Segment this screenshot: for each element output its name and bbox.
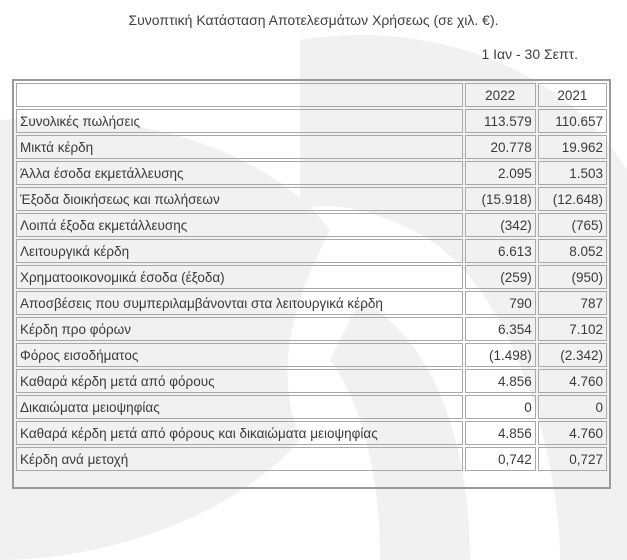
value-2021: 19.962 [538, 135, 607, 159]
value-2021: 787 [538, 291, 607, 315]
value-2021: 1.503 [538, 161, 607, 185]
value-2022: (1.498) [465, 343, 536, 367]
header-cell-2022: 2022 [465, 83, 536, 107]
table-row [16, 395, 607, 419]
table-row [16, 109, 607, 133]
row-label: Αποσβέσεις που συμπεριλαμβάνονται στα λειτουργικά κέρδη [16, 291, 463, 315]
row-label: Κέρδη προ φόρων [16, 317, 463, 341]
table-row [16, 447, 607, 471]
row-label: Φόρος εισοδήματος [16, 343, 463, 367]
value-2021: 7.102 [538, 317, 607, 341]
row-label: Λειτουργικά κέρδη [16, 239, 463, 263]
value-2022: 6.354 [465, 317, 536, 341]
value-2022: 20.778 [465, 135, 536, 159]
row-label: Καθαρά κέρδη μετά από φόρους και δικαιώματα μειοψηφίας [16, 421, 463, 445]
value-2021: (2.342) [538, 343, 607, 367]
table-row [16, 239, 607, 263]
table-row [16, 161, 607, 185]
value-2022: (259) [465, 265, 536, 289]
table-row [16, 291, 607, 315]
report-title: Συνοπτική Κατάσταση Αποτελεσμάτων Χρήσεως (σε χιλ. €). [128, 12, 499, 28]
value-2021: 4.760 [538, 369, 607, 393]
value-2022: 0,742 [465, 447, 536, 471]
value-2022: (15.918) [465, 187, 536, 211]
table-row [16, 317, 607, 341]
value-2022: (342) [465, 213, 536, 237]
table-row [16, 265, 607, 289]
header-cell-label [16, 83, 463, 107]
row-label: Έξοδα διοικήσεως και πωλήσεων [16, 187, 463, 211]
table-row [16, 421, 607, 445]
header-row [16, 83, 607, 107]
value-2021: (950) [538, 265, 607, 289]
value-2021: 4.760 [538, 421, 607, 445]
header-cell-2021: 2021 [538, 83, 607, 107]
value-2022: 2.095 [465, 161, 536, 185]
value-2021: 0,727 [538, 447, 607, 471]
period-label: 1 Ιαν - 30 Σεπτ. [481, 46, 578, 62]
row-label: Μικτά κέρδη [16, 135, 463, 159]
row-label: Δικαιώματα μειοψηφίας [16, 395, 463, 419]
value-2021: 0 [538, 395, 607, 419]
income-statement-table [14, 81, 609, 473]
value-2022: 790 [465, 291, 536, 315]
value-2021: 110.657 [538, 109, 607, 133]
table-row [16, 369, 607, 393]
table-row [16, 187, 607, 211]
income-statement-table-frame [12, 79, 611, 489]
table-row [16, 135, 607, 159]
table-row [16, 343, 607, 367]
value-2021: (12.648) [538, 187, 607, 211]
row-label: Άλλα έσοδα εκμετάλλευσης [16, 161, 463, 185]
value-2022: 113.579 [465, 109, 536, 133]
row-label: Λοιπά έξοδα εκμετάλλευσης [16, 213, 463, 237]
table-body [16, 83, 607, 471]
value-2021: (765) [538, 213, 607, 237]
table-row [16, 213, 607, 237]
value-2021: 8.052 [538, 239, 607, 263]
row-label: Χρηματοοικονομικά έσοδα (έξοδα) [16, 265, 463, 289]
value-2022: 6.613 [465, 239, 536, 263]
row-label: Καθαρά κέρδη μετά από φόρους [16, 369, 463, 393]
value-2022: 4.856 [465, 421, 536, 445]
value-2022: 0 [465, 395, 536, 419]
row-label: Κέρδη ανά μετοχή [16, 447, 463, 471]
value-2022: 4.856 [465, 369, 536, 393]
row-label: Συνολικές πωλήσεις [16, 109, 463, 133]
